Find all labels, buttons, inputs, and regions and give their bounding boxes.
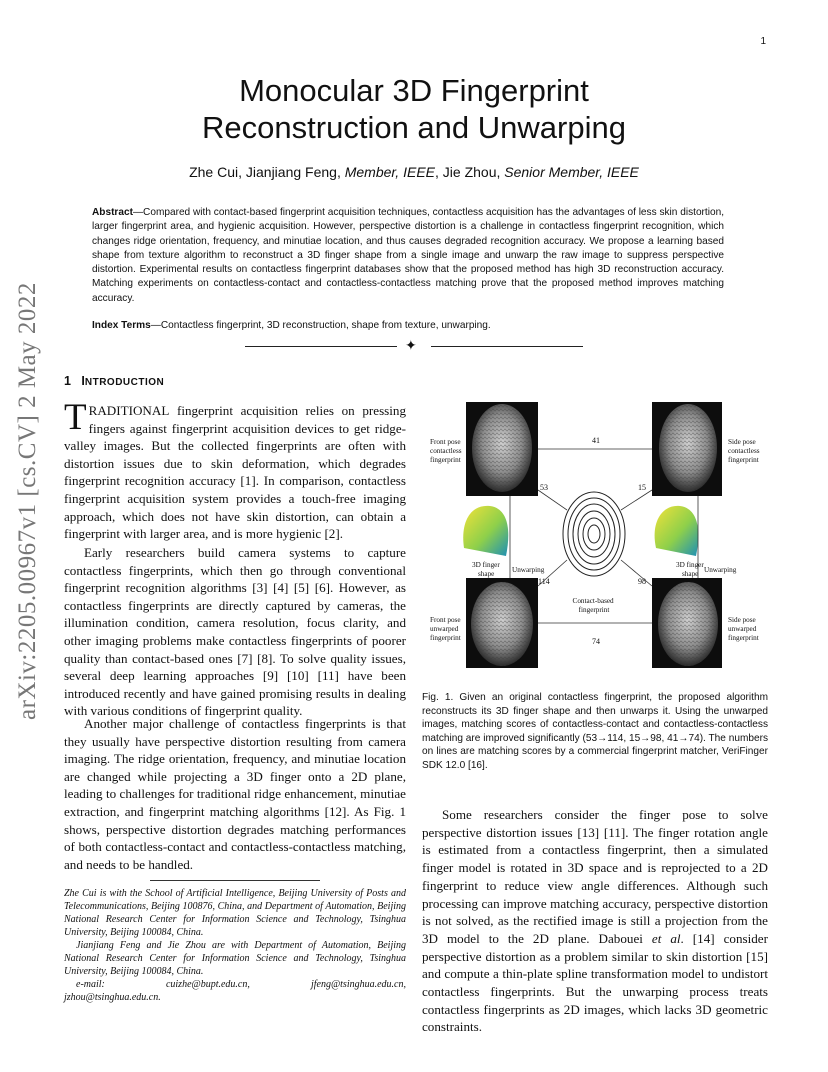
side-contactless-fingerprint-image xyxy=(652,402,722,496)
intro-paragraph-1 xyxy=(64,397,406,543)
intro-paragraph-2: Early researchers build camera systems to capture contactless fingerprints, which then go through conventional fingerprint recognition algorithms [3] [4] [5] [6]. However, as contactless fingerprints are directly captured by cameras, the illumination condition, camera resolution, focus clarity, and other imaging problems make contactless fingerprints of poorer quality than contact-based ones [7] [8]. To solve quality issues, several deep learning approaches [9] [10] [11] have been introduced recently and have gained promising results in dealing with various conditions of fingerprint quality. xyxy=(64,545,406,719)
score-right-up: 15 xyxy=(638,483,646,492)
section-number: 1 xyxy=(64,374,71,388)
section-heading xyxy=(64,374,164,388)
score-bottom: 74 xyxy=(592,637,600,646)
email-1: cuizhe@bupt.edu.cn, xyxy=(165,979,250,990)
label-front-contactless: Front pose contactless fingerprint xyxy=(430,438,462,464)
right-paragraph-text-b: . [14] consider perspective distortion as a problem similar to skin distortion [15] and compute a thin-plate spline transformation model to undistort contactless fingerprints. But the unwarping process treats contactless fingerprints as 2D images, which lacks 3D geometric constraints. xyxy=(422,930,768,1035)
footnote-affiliation-2: Jianjiang Feng and Jie Zhou are with Department of Automation, Beijing National Research Center for Information Science and Technology, Tsinghua University, Beijing 100084, China. xyxy=(64,940,406,977)
score-left-up: 53 xyxy=(540,483,548,492)
index-terms-label: Index Terms xyxy=(92,320,151,331)
figure-1 xyxy=(420,400,768,668)
title-line-1: Monocular 3D Fingerprint xyxy=(239,73,589,108)
title-line-2: Reconstruction and Unwarping xyxy=(202,110,626,145)
section-divider xyxy=(245,340,583,354)
label-side-unwarped: Side pose unwarped fingerprint xyxy=(728,616,759,642)
author-list xyxy=(100,164,728,180)
footnotes xyxy=(64,887,406,1004)
divider-star-icon: ✦ xyxy=(405,339,417,354)
label-contact-based: Contact-based fingerprint xyxy=(572,597,614,614)
authors-part-1: Zhe Cui, Jianjiang Feng, xyxy=(189,164,345,180)
authors-part-2: , Jie Zhou, xyxy=(435,164,505,180)
right-column-paragraph xyxy=(422,806,768,1036)
section-title-first: I xyxy=(81,374,85,388)
email-2: jfeng@tsinghua.edu.cn, xyxy=(310,979,406,990)
score-top: 41 xyxy=(592,436,600,445)
side-unwarped-fingerprint-image xyxy=(652,578,722,668)
intro-small-caps: RADITIONAL xyxy=(88,403,170,418)
index-terms xyxy=(92,320,724,331)
footnote-affiliation-1: Zhe Cui is with the School of Artificial Intelligence, Beijing University of Posts and Telecommunications, Beijing 100876, China, and Department of Automation, Beijing National Research Center for Information Science and Technology, Tsinghua University, Beijing 100084, China. xyxy=(64,888,406,938)
3d-finger-shape-left xyxy=(463,506,508,556)
footnote-rule xyxy=(150,880,320,881)
arxiv-stamp: arXiv:2205.00967v1 [cs.CV] 2 May 2022 xyxy=(14,282,41,720)
page-number: 1 xyxy=(760,36,766,47)
abstract-label: Abstract xyxy=(92,207,133,218)
intro-paragraph-3: Another major challenge of contactless fingerprints is that they usually have perspective distortion resulting from camera imaging. The ridge orientation, frequency, and minutiae location are changed while projecting a 3D finger onto a 2D plane, leading to challenges for traditional ridge enhancement, minutiae extraction, and fingerprint matching algorithms [12]. As Fig. 1 shows, perspective distortion degrades matching performances of both contactless-contact and contactless-contactless matching, and needs to be handled. xyxy=(64,716,406,872)
right-paragraph-text-a: Some researchers consider the finger pose to solve perspective distortion issues [13] [11]. The finger rotation angle is estimated from a contactless fingerprint, then a simulated finger model is rotated in 3D space and is reprojected to a 2D fingerprint to reduce view angle differences. Although such processing can improve matching accuracy, perspective distortion is not solved, as the rectified image is still a projection from the 3D model to the 2D plane. Dabouei xyxy=(422,807,768,946)
front-contactless-fingerprint-image xyxy=(466,402,538,496)
author-role-2: Senior Member, IEEE xyxy=(504,164,639,180)
contact-based-fingerprint-image xyxy=(561,490,627,578)
author-role-1: Member, IEEE xyxy=(344,164,435,180)
intro-paragraph-1-text: fingerprint acquisition relies on pressing fingers against fingerprint acquisition devices to get ridge-valley images. But the collected fingerprints are often with distortion issues due to skin deformation, which degrades fingerprint recognition accuracy [1]. In comparison, contactless fingerprint acquisition system provides a touch-free imaging approach, which does not have skin distortion, can obtain a fingerprint with larger area, and is more hygienic [2]. xyxy=(64,403,406,542)
score-right-down: 98 xyxy=(638,577,646,586)
3d-finger-shape-right xyxy=(655,506,699,556)
right-paragraph-etal: et al xyxy=(651,930,681,946)
label-unwarping-left: Unwarping xyxy=(512,566,545,574)
paper-title xyxy=(100,72,728,146)
label-3d-finger-shape-right: 3D finger shape xyxy=(676,561,704,578)
abstract xyxy=(92,206,724,306)
label-front-unwarped: Front pose unwarped fingerprint xyxy=(430,616,461,642)
section-title-rest: NTRODUCTION xyxy=(84,377,165,388)
divider-line-left xyxy=(245,346,397,347)
abstract-text: —Compared with contact-based fingerprint acquisition techniques, contactless acquisition has the advantages of less skin distortion, larger fingerprint area, and hygienic acquisition. However, perspective distortion is a challenge in contactless fingerprint recognition, which changes ridge orientation, frequency, and minutiae location, and thus causes degraded recognition accuracy. We propose a learning based shape from texture algorithm to reconstruct a 3D finger shape from a single image and unwarp the raw image to suppress perspective distortion. Experimental results on contactless fingerprint databases show that the proposed method has high 3D reconstruction accuracy. Matching experiments on contactless-contact and contactless-contactless matching prove that the proposed method improves matching accuracy. xyxy=(92,207,724,304)
label-3d-finger-shape-left: 3D finger shape xyxy=(472,561,500,578)
label-unwarping-right: Unwarping xyxy=(704,566,737,574)
front-unwarped-fingerprint-image xyxy=(466,578,538,668)
figure-caption: Fig. 1. Given an original contactless fingerprint, the proposed algorithm reconstructs its 3D finger shape and then unwarps it. Using the unwarped images, matching scores of contactless-contact and contactless-contactless matching are improved significantly (53→114, 15→98, 41→74). The numbers on lines are matching scores by a commercial fingerprint matcher, VeriFinger SDK 12.0 [16]. xyxy=(422,692,768,771)
email-label: e-mail: xyxy=(76,979,105,990)
email-3: jzhou@tsinghua.edu.cn. xyxy=(64,992,161,1003)
footnote-emails xyxy=(64,978,406,991)
score-left-down: 114 xyxy=(538,577,550,586)
divider-line-right xyxy=(431,346,583,347)
label-side-contactless: Side pose contactless fingerprint xyxy=(728,438,760,464)
drop-cap: T xyxy=(64,397,87,438)
index-terms-text: —Contactless fingerprint, 3D reconstruction, shape from texture, unwarping. xyxy=(150,320,491,331)
